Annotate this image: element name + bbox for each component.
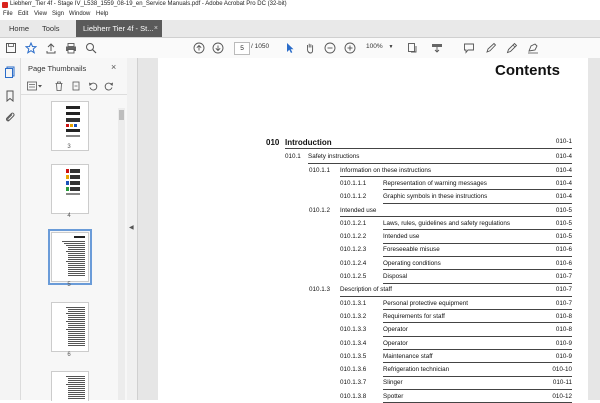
toc-entry-title[interactable]: Laws, rules, guidelines and safety regulations (383, 219, 511, 227)
trash-icon (54, 81, 64, 91)
toc-entry-rule (383, 189, 572, 190)
toc-entry-rule (383, 203, 572, 204)
page-fit-button[interactable] (406, 41, 420, 55)
toc-entry-page[interactable]: 010-4 (555, 153, 572, 161)
tab-document-label: Liebherr Tier 4f - St... (83, 24, 154, 33)
toc-entry-rule (383, 283, 572, 284)
page-thumbnails-button[interactable] (4, 66, 16, 79)
toc-entry-number[interactable]: 010.1.2.2 (340, 233, 367, 241)
toc-entry-rule (383, 256, 572, 257)
thumbnail-page-number: 3 (67, 144, 71, 150)
toc-entry-page[interactable]: 010-8 (555, 326, 572, 334)
arrow-up-circle-icon (193, 42, 205, 54)
toc-entry-number[interactable]: 010.1.3.4 (340, 339, 367, 347)
toc-entry-number[interactable]: 010.1.2 (309, 206, 331, 214)
toc-entry-rule (383, 229, 572, 230)
save-icon (5, 42, 17, 54)
menu-file[interactable]: File (3, 11, 13, 17)
toolbar (0, 38, 600, 59)
navigation-rail (0, 58, 21, 400)
toc-entry-title[interactable]: Operating conditions (383, 259, 441, 267)
menu-window[interactable]: Window (69, 11, 91, 17)
toc-entry-number[interactable]: 010.1.3.7 (340, 379, 367, 387)
rotate-left-icon (88, 81, 98, 91)
zoom-in-button[interactable] (343, 41, 357, 55)
tab-bar (0, 20, 600, 38)
page-preview-graphic (52, 233, 88, 281)
toc-entry-number[interactable]: 010.1.3.5 (340, 352, 367, 360)
rotate-counterclockwise-button[interactable] (88, 81, 98, 91)
toc-entry-title[interactable]: Safety instructions (308, 153, 360, 161)
pen-icon (485, 42, 497, 54)
toc-entry-title[interactable]: Operator (383, 339, 408, 347)
menu-help[interactable]: Help (96, 11, 109, 17)
toc-entry-title[interactable]: Maintenance staff (383, 352, 433, 360)
paperclip-icon (4, 111, 16, 123)
toc-entry-page[interactable]: 010-7 (555, 273, 572, 280)
toc-entry-title[interactable]: Slinger (383, 379, 403, 387)
bookmark-star-button[interactable] (24, 41, 38, 55)
options-menu-button[interactable] (27, 81, 43, 91)
toc-entry-title[interactable]: Intended use (340, 206, 377, 214)
toc-entry-title[interactable]: Information on these instructions (340, 166, 432, 174)
page-thumbnail-5[interactable] (51, 232, 89, 282)
acrobat-app-icon (2, 2, 8, 8)
toc-entry-page[interactable]: 010-4 (555, 179, 572, 187)
toc-entry-title[interactable]: Refrigeration technician (383, 366, 450, 374)
toc-entry-rule (340, 176, 572, 177)
hand-tool-button[interactable] (303, 41, 317, 55)
toc-entry-number[interactable]: 010.1.3.2 (340, 312, 367, 320)
search-icon (85, 42, 97, 54)
zoom-out-button[interactable] (323, 41, 337, 55)
rotate-tool-button[interactable] (430, 41, 444, 55)
save-button[interactable] (4, 41, 18, 55)
cursor-arrow-icon (284, 42, 296, 54)
close-icon[interactable]: × (111, 62, 117, 72)
toc-entry-number[interactable]: 010 (266, 138, 280, 147)
next-page-button[interactable] (211, 41, 225, 55)
delete-page-button[interactable] (54, 81, 64, 91)
toc-entry-title[interactable]: Foreseeable misuse (383, 246, 440, 254)
title-bar (0, 0, 600, 10)
page-preview-graphic (52, 165, 88, 213)
thumbnail-page-number: 4 (67, 213, 71, 219)
tab-close-icon[interactable]: × (153, 25, 158, 32)
tab-document[interactable] (76, 20, 162, 37)
toc-entry-number[interactable]: 010.1.1.1 (340, 179, 367, 187)
attachments-button[interactable] (4, 111, 16, 124)
draw-button[interactable] (505, 41, 519, 55)
zoom-out-icon (324, 42, 336, 54)
toc-entry-title[interactable]: Introduction (285, 138, 332, 147)
toc-entry-page[interactable]: 010-10 (552, 366, 572, 374)
toc-entry-rule (308, 163, 572, 164)
page-preview-graphic (52, 102, 88, 150)
previous-page-button[interactable] (192, 41, 206, 55)
toc-entry-title[interactable]: Operator (383, 326, 408, 334)
menu-bar (0, 10, 600, 20)
panel-splitter[interactable] (127, 58, 138, 400)
toc-entry-page[interactable]: 010-7 (555, 299, 572, 307)
chevron-down-icon: ▼ (388, 44, 394, 50)
bookmark-icon (4, 90, 16, 102)
toc-entry-rule (285, 148, 572, 149)
upload-icon (45, 42, 57, 54)
toc-entry-rule (383, 243, 572, 244)
contents-heading: Contents (495, 62, 560, 79)
toc-entry-title[interactable]: Description of staff (340, 286, 393, 294)
toc-entry-page[interactable]: 010-8 (555, 312, 572, 320)
zoom-level-value: 100% (366, 43, 383, 50)
toc-entry-rule (340, 296, 572, 297)
toc-entry-page[interactable]: 010-9 (555, 339, 572, 347)
arrow-down-circle-icon (212, 42, 224, 54)
page-thumbnail-4[interactable] (51, 164, 89, 214)
page-thumbnail-6[interactable] (51, 302, 89, 352)
insert-page-icon (71, 81, 81, 91)
hand-icon (304, 42, 316, 54)
toc-entry-page[interactable]: 010-4 (555, 166, 572, 174)
thumbnail-page-number: 6 (67, 352, 71, 358)
toc-entry-page[interactable]: 010-5 (555, 219, 572, 227)
toc-entry-number[interactable]: 010.1.3.1 (340, 299, 367, 307)
zoom-level-select[interactable] (366, 43, 393, 50)
comment-button[interactable] (462, 41, 476, 55)
toc-entry-number[interactable]: 010.1 (285, 153, 301, 161)
sign-button[interactable] (526, 41, 540, 55)
toc-entry-title[interactable]: Spotter (383, 392, 404, 400)
scrollbar-thumb[interactable] (119, 110, 124, 120)
select-tool-button[interactable] (283, 41, 297, 55)
fit-page-icon (407, 42, 419, 54)
toc-entry-rule (383, 362, 572, 363)
toc-entry-number[interactable]: 010.1.2.3 (340, 246, 367, 254)
thumbnail-page-number: 5 (67, 282, 71, 288)
toc-entry-number[interactable]: 010.1.3.3 (340, 326, 367, 334)
toc-entry-number[interactable]: 010.1.3.8 (340, 392, 367, 400)
upload-button[interactable] (44, 41, 58, 55)
toc-entry-title[interactable]: Requirements for staff (383, 312, 445, 320)
toc-entry-rule (383, 336, 572, 337)
printer-icon (65, 42, 77, 54)
toc-entry-rule (383, 322, 572, 323)
toc-entry-title[interactable]: Disposal (383, 273, 408, 280)
toc-entry-number[interactable]: 010.1.2.1 (340, 219, 367, 227)
star-icon (25, 42, 37, 54)
sign-icon (527, 42, 539, 54)
pdf-page (158, 58, 588, 400)
tab-home[interactable]: Home (9, 24, 30, 33)
toc-entry-page[interactable]: 010-6 (555, 259, 572, 267)
toc-entry-page[interactable]: 010-1 (555, 138, 572, 145)
toc-entry-page[interactable]: 010-11 (552, 379, 572, 387)
bookmarks-button[interactable] (4, 90, 16, 103)
menu-view[interactable]: View (34, 11, 47, 17)
toc-entry-number[interactable]: 010.1.3 (309, 286, 331, 294)
toc-entry-number[interactable]: 010.1.1.2 (340, 193, 367, 201)
collapse-panel-icon[interactable]: ◀ (129, 225, 134, 231)
toc-entry-rule (383, 309, 572, 310)
rotate-clockwise-button[interactable] (104, 81, 114, 91)
rotate-view-icon (431, 42, 443, 54)
toc-entry-rule (383, 349, 572, 350)
toc-entry-rule (383, 376, 572, 377)
rotate-right-icon (104, 81, 114, 91)
toc-entry-page[interactable]: 010-4 (555, 193, 572, 201)
toc-entry-number[interactable]: 010.1.2.4 (340, 259, 367, 267)
toc-entry-rule (383, 269, 572, 270)
insert-page-button[interactable] (71, 81, 81, 91)
toc-entry-title[interactable]: Graphic symbols in these instructions (383, 193, 488, 201)
tab-tools[interactable]: Tools (42, 24, 60, 33)
page-preview-graphic (52, 372, 88, 401)
page-preview-graphic (52, 303, 88, 351)
toc-entry-number[interactable]: 010.1.3.6 (340, 366, 367, 374)
toc-entry-page[interactable]: 010-5 (555, 206, 572, 214)
toc-entry-number[interactable]: 010.1.1 (309, 166, 331, 174)
toc-entry-page[interactable]: 010-6 (555, 246, 572, 254)
toc-entry-number[interactable]: 010.1.2.5 (340, 273, 367, 280)
page-number-input[interactable]: 5 (234, 42, 250, 55)
highlight-button[interactable] (484, 41, 498, 55)
options-icon (27, 81, 43, 91)
draw-icon (506, 42, 518, 54)
toc-entry-rule (340, 216, 572, 217)
window-title: Liebherr_Tier 4f - Stage IV_L538_1559_08-19_en_Service Manuals.pdf - Adobe Acrobat Pro DC (32-bit) (10, 1, 287, 7)
print-button[interactable] (64, 41, 78, 55)
menu-edit[interactable]: Edit (18, 11, 29, 17)
toc-entry-title[interactable]: Intended use (383, 233, 420, 241)
thumbnails-scrollbar[interactable] (118, 108, 125, 400)
panel-title: Page Thumbnails (28, 64, 87, 73)
toc-entry-title[interactable]: Representation of warning messages (383, 179, 487, 187)
menu-sign[interactable]: Sign (52, 11, 65, 17)
toc-entry-page[interactable]: 010-5 (555, 233, 572, 241)
toc-entry-page[interactable]: 010-7 (555, 286, 572, 294)
thumbnails-icon (4, 66, 16, 78)
page-total: / 1050 (251, 43, 270, 50)
page-thumbnails-panel (21, 58, 128, 400)
toc-entry-page[interactable]: 010-9 (555, 352, 572, 360)
search-button[interactable] (84, 41, 98, 55)
zoom-in-icon (344, 42, 356, 54)
page-thumbnail-7[interactable] (51, 371, 89, 401)
panel-toolbar (21, 79, 127, 95)
toc-entry-title[interactable]: Personal protective equipment (383, 299, 469, 307)
toc-entry-rule (383, 389, 572, 390)
comment-icon (463, 42, 475, 54)
toc-entry-page[interactable]: 010-12 (552, 392, 572, 400)
